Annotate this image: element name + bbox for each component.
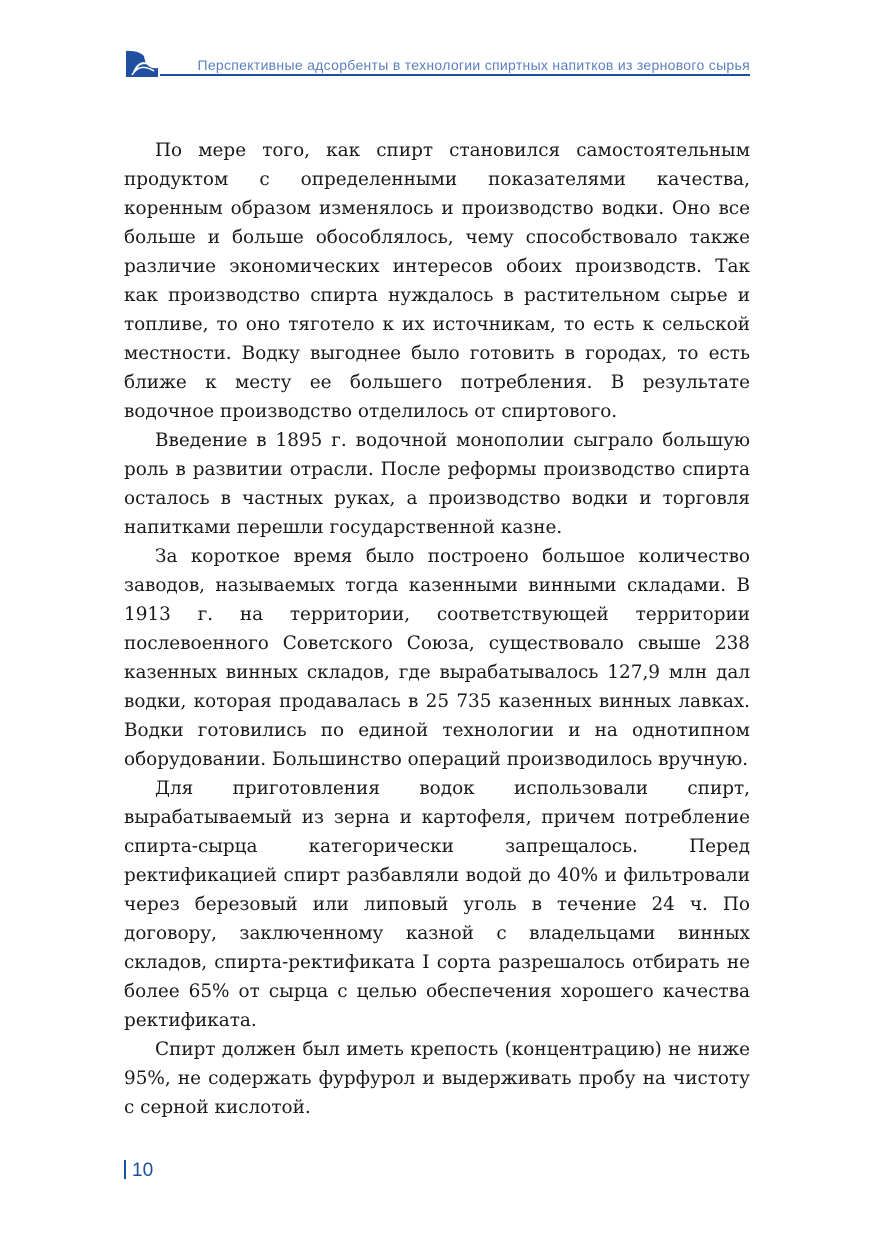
paragraph: Введение в 1895 г. водочной монополии сыграло большую роль в развитии отрасли. После реформы производство спирта осталось в частных руках, а производство водки и торговля напитками перешли государственной казне. <box>124 430 750 538</box>
header-divider <box>160 74 750 76</box>
page-number: 10 <box>132 1160 154 1181</box>
page-body <box>124 136 750 1122</box>
paragraph: Спирт должен был иметь крепость (концентрацию) не ниже 95%, не содержать фурфурол и выдерживать пробу на чистоту с серной кислотой. <box>124 1039 750 1118</box>
page-header <box>124 44 750 80</box>
publisher-logo-icon <box>124 48 160 80</box>
footer-bar <box>124 1160 126 1179</box>
page-footer <box>124 1160 153 1182</box>
paragraph: По мере того, как спирт становился самостоятельным продуктом с определенными показателями качества, коренным образом изменялось и производство водки. Оно все больше и больше обособлялось, чему способствовало также различие экономических интересов обоих производств. Так как производство спирта нуждалось в растительном сырье и топливе, то оно тяготело к их источникам, то есть к сельской местности. Водку выгоднее было готовить в городах, то есть ближе к месту ее большего потребления. В результате водочное производство отделилось от спиртового. <box>124 140 750 422</box>
paragraph: Для приготовления водок использовали спирт, вырабатываемый из зерна и картофеля, причем потребление спирта-сырца категорически запрещалось. Перед ректификацией спирт разбавляли водой до 40% и фильтровали через березовый или липовый уголь в течение 24 ч. По договору, заключенному казной с владельцами винных складов, спирта-ректификата I сорта разрешалось отбирать не более 65% от сырца с целью обеспечения хорошего качества ректификата. <box>124 778 750 1031</box>
running-title: Перспективные адсорбенты в технологии спиртных напитков из зернового сырья <box>197 57 750 73</box>
paragraph: За короткое время было построено большое количество заводов, называемых тогда казенными винными складами. В 1913 г. на территории, соответствующей территории послевоенного Советского Союза, существовало свыше 238 казенных винных складов, где вырабатывалось 127,9 млн дал водки, которая продавалась в 25 735 казенных винных лавках. Водки готовились по единой технологии и на однотипном оборудовании. Большинство операций производилось вручную. <box>124 546 750 770</box>
